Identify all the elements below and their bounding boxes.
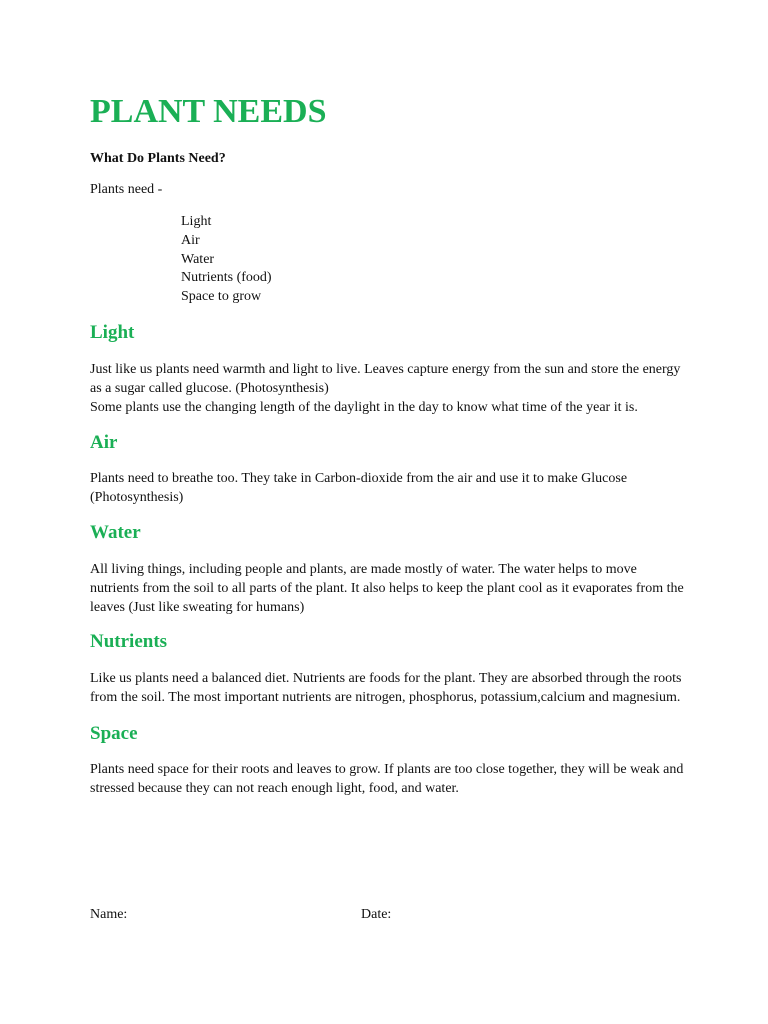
paragraph-line: nutrients from the soil to all parts of the plant. It also helps to keep the plant cool as it evaporates from the — [90, 581, 684, 596]
intro-text: Plants need - — [90, 182, 163, 197]
name-label: Name: — [90, 907, 128, 922]
list-item: Nutrients (food) — [181, 270, 272, 286]
list-item: Space to grow — [181, 289, 262, 305]
section-body-light — [90, 360, 690, 417]
paragraph-line: Just like us plants need warmth and light to live. Leaves capture energy from the sun and store the energy — [90, 362, 681, 377]
paragraph-line: Some plants use the changing length of the daylight in the day to know what time of the year it is. — [90, 400, 638, 415]
paragraph-line: (Photosynthesis) — [90, 490, 184, 505]
worksheet-subtitle: What Do Plants Need? — [90, 151, 226, 166]
section-heading-nutrients: Nutrients — [90, 631, 168, 652]
page-title: PLANT NEEDS — [90, 93, 327, 130]
section-body-air — [90, 469, 690, 507]
paragraph-line: stressed because they can not reach enough light, food, and water. — [90, 781, 459, 796]
paragraph-line: leaves (Just like sweating for humans) — [90, 600, 305, 615]
list-item: Air — [181, 232, 200, 248]
list-item: Water — [181, 251, 215, 267]
paragraph-line: Plants need space for their roots and leaves to grow. If plants are too close together, they will be weak and — [90, 762, 684, 777]
paragraph-line: Like us plants need a balanced diet. Nutrients are foods for the plant. They are absorbed through the roots — [90, 671, 682, 686]
paragraph-line: as a sugar called glucose. (Photosynthesis) — [90, 381, 329, 396]
paragraph-line: All living things, including people and plants, are made mostly of water. The water helps to move — [90, 562, 637, 577]
needs-list — [181, 213, 272, 307]
section-heading-space: Space — [90, 723, 138, 744]
section-body-space — [90, 760, 690, 798]
list-item: Light — [181, 214, 212, 229]
paragraph-line: from the soil. The most important nutrients are nitrogen, phosphorus, potassium,calcium and magnesium. — [90, 690, 681, 705]
paragraph-line: Plants need to breathe too. They take in Carbon-dioxide from the air and use it to make Glucose — [90, 471, 628, 486]
section-body-water — [90, 560, 690, 617]
section-heading-air: Air — [90, 432, 118, 453]
section-body-nutrients — [90, 669, 690, 707]
section-heading-light: Light — [90, 322, 135, 343]
date-label: Date: — [361, 907, 392, 922]
section-heading-water: Water — [90, 522, 141, 543]
